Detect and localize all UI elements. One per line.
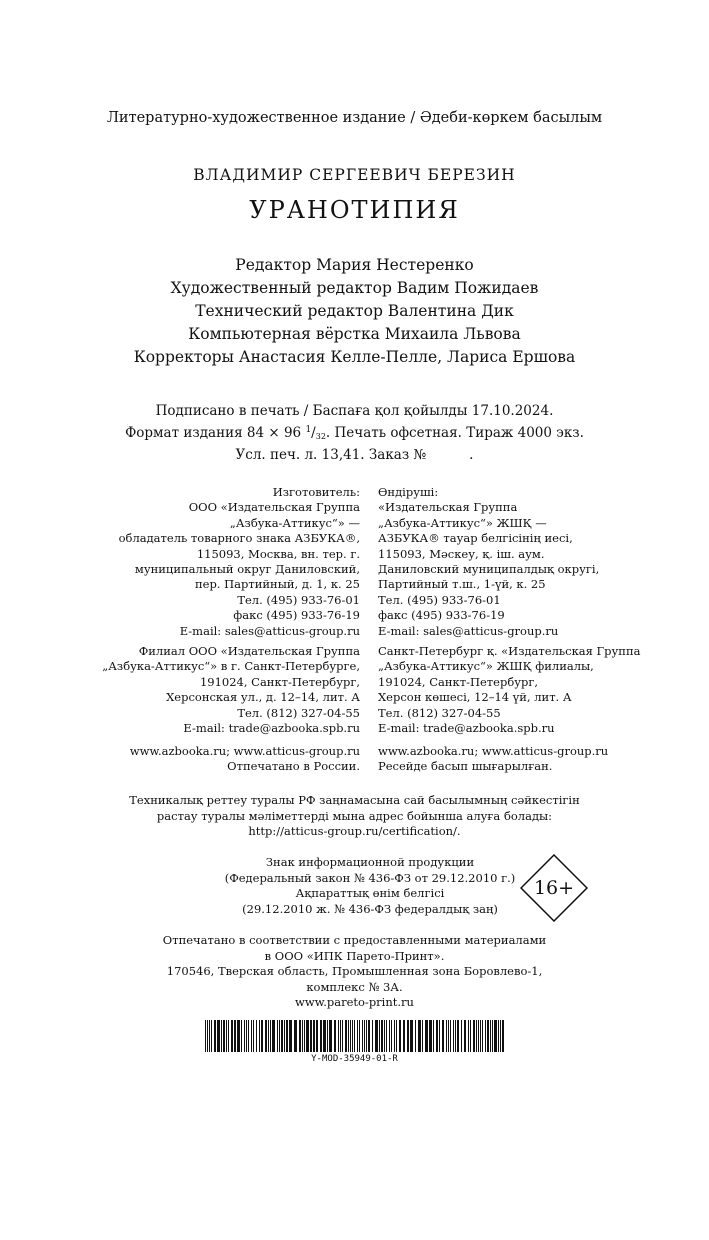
barcode-bar xyxy=(384,1020,385,1052)
manufacturer-line: Даниловский муниципалдық округі, xyxy=(378,562,600,577)
branch-line: Тел. (812) 327-04-55 xyxy=(237,705,360,720)
manufacturer-line: муниципальный округ Даниловский, xyxy=(134,562,360,577)
barcode-bar xyxy=(310,1020,312,1052)
printer-line: www.pareto-print.ru xyxy=(295,995,414,1009)
barcode-bar xyxy=(268,1020,269,1052)
barcode-bar xyxy=(261,1020,263,1052)
barcode-bar xyxy=(464,1020,466,1052)
branch-ru xyxy=(60,644,360,736)
barcode-bar xyxy=(446,1020,447,1052)
barcode-bar xyxy=(418,1020,421,1052)
barcode-bar xyxy=(241,1020,242,1052)
credits-block xyxy=(0,254,709,369)
manufacturer-line: факс (495) 933-76-19 xyxy=(233,608,360,623)
author-name: ВЛАДИМИР СЕРГЕЕВИЧ БЕРЕЗИН xyxy=(193,166,516,184)
barcode-bar xyxy=(450,1020,451,1052)
barcode-bar xyxy=(498,1020,499,1052)
barcode-bar xyxy=(272,1020,275,1052)
manufacturer-line: факс (495) 933-76-19 xyxy=(378,608,505,623)
info-sign-line: (29.12.2010 ж. № 436-ФЗ федералдық заң) xyxy=(242,901,498,916)
credit-line: Компьютерная вёрстка Михаила Львова xyxy=(188,325,521,343)
book-title: УРАНОТИПИЯ xyxy=(249,196,460,224)
tech-line: http://atticus-group.ru/certification/. xyxy=(248,824,461,838)
barcode-bar xyxy=(502,1020,504,1052)
barcode-bar xyxy=(342,1020,343,1052)
barcode-bar xyxy=(500,1020,501,1052)
barcode-bar xyxy=(362,1020,363,1052)
barcode-bar xyxy=(399,1020,401,1052)
barcode-bar xyxy=(453,1020,454,1052)
barcode-bar xyxy=(253,1020,254,1052)
printer-line: 170546, Тверская область, Промышленная зона Боровлево-1, xyxy=(166,964,543,978)
barcode-bar xyxy=(410,1020,413,1052)
branch-line: Херсон көшесі, 12–14 үй, лит. А xyxy=(378,690,572,705)
manufacturer-line: 115093, Москва, вн. тер. г. xyxy=(196,546,360,561)
branch-line: Херсонская ул., д. 12–14, лит. А xyxy=(166,690,360,705)
barcode-bar xyxy=(281,1020,283,1052)
barcode-bar xyxy=(320,1020,322,1052)
barcode-bar xyxy=(407,1020,409,1052)
barcode-bar xyxy=(470,1020,471,1052)
web-line: Отпечатано в России. xyxy=(227,759,360,774)
barcode-bar xyxy=(214,1020,216,1052)
branch-kz xyxy=(378,644,678,736)
barcode-bar xyxy=(381,1020,383,1052)
barcode-bar xyxy=(389,1020,390,1052)
web-line: www.azbooka.ru; www.atticus-group.ru xyxy=(378,744,609,758)
branch-line: 191024, Санкт-Петербург, xyxy=(378,674,539,689)
barcode-bar xyxy=(425,1020,428,1052)
branch-line: Санкт-Петербург қ. «Издательская Группа xyxy=(378,644,641,658)
barcode-bar xyxy=(487,1020,489,1052)
web-ru xyxy=(60,744,360,775)
manufacturer-line: Тел. (495) 933-76-01 xyxy=(237,592,360,607)
barcode-bar xyxy=(375,1020,378,1052)
info-sign-line: Знак информационной продукции xyxy=(265,855,475,869)
barcode-bar xyxy=(248,1020,249,1052)
barcode-bar xyxy=(492,1020,493,1052)
barcode-bar xyxy=(468,1020,469,1052)
barcode-bar xyxy=(415,1020,416,1052)
barcode-bar xyxy=(366,1020,367,1052)
barcode-bar xyxy=(457,1020,459,1052)
barcode-bar xyxy=(223,1020,225,1052)
printer-line: в ООО «ИПК Парето-Принт». xyxy=(264,948,445,963)
barcode-bar xyxy=(439,1020,440,1052)
manufacturer-line: Изготовитель: xyxy=(272,485,360,499)
barcode-bar xyxy=(294,1020,297,1052)
barcode-bar xyxy=(306,1020,309,1052)
manufacturer-line: „Азбука-Аттикус“» — xyxy=(229,515,360,530)
manufacturer-line: Өндіруші: xyxy=(378,485,439,499)
barcode-bar xyxy=(476,1020,477,1052)
barcode-bar xyxy=(207,1020,208,1052)
barcode-bar xyxy=(209,1020,210,1052)
barcode-bar xyxy=(480,1020,481,1052)
barcode-bar xyxy=(345,1020,347,1052)
barcode-bar xyxy=(396,1020,397,1052)
manufacturer-line: «Издательская Группа xyxy=(378,500,518,515)
barcode-bar xyxy=(354,1020,355,1052)
barcode-bar xyxy=(304,1020,305,1052)
barcode xyxy=(205,1020,505,1052)
barcode-bar xyxy=(364,1020,365,1052)
barcode-bar xyxy=(270,1020,271,1052)
barcode-bar xyxy=(485,1020,486,1052)
barcode-bar xyxy=(422,1020,423,1052)
genre-line: Литературно-художественное издание / Әдеби-көркем басылым xyxy=(106,110,603,126)
barcode-bar xyxy=(299,1020,301,1052)
barcode-bar xyxy=(284,1020,285,1052)
barcode-bar xyxy=(205,1020,206,1052)
branch-line: Филиал ООО «Издательская Группа xyxy=(138,644,360,658)
barcode-bar xyxy=(350,1020,351,1052)
barcode-bar xyxy=(237,1020,240,1052)
order-line: Усл. печ. л. 13,41. Заказ № . xyxy=(235,447,474,463)
barcode-bar xyxy=(231,1020,233,1052)
barcode-bar xyxy=(251,1020,252,1052)
barcode-bar xyxy=(357,1020,358,1052)
barcode-bar xyxy=(442,1020,444,1052)
print-info xyxy=(0,402,709,465)
barcode-bar xyxy=(228,1020,229,1052)
printer-info xyxy=(0,933,709,1011)
barcode-bar xyxy=(448,1020,449,1052)
barcode-bar xyxy=(277,1020,278,1052)
barcode-bar xyxy=(256,1020,257,1052)
barcode-bar xyxy=(455,1020,456,1052)
barcode-bar xyxy=(436,1020,438,1052)
barcode-bar xyxy=(494,1020,497,1052)
barcode-bar xyxy=(226,1020,227,1052)
barcode-bar xyxy=(352,1020,353,1052)
info-sign xyxy=(200,855,540,917)
barcode-bar xyxy=(279,1020,280,1052)
barcode-bar xyxy=(359,1020,360,1052)
barcode-bar xyxy=(429,1020,432,1052)
barcode-bar xyxy=(259,1020,260,1052)
branch-line: „Азбука-Аттикус“» в г. Санкт-Петербурге, xyxy=(102,659,360,674)
barcode-bar xyxy=(329,1020,332,1052)
manufacturer-line: 115093, Мәскеу, қ. іш. аум. xyxy=(378,546,545,561)
barcode-bar xyxy=(490,1020,491,1052)
info-sign-line: Ақпараттық өнім белгісі xyxy=(295,886,445,900)
manufacturer-line: ООО «Издательская Группа xyxy=(188,500,360,515)
barcode-bar xyxy=(338,1020,339,1052)
tech-regulation xyxy=(0,793,709,840)
tech-line: растау туралы мәліметтерді мына адрес бойынша алуға болады: xyxy=(156,808,553,823)
barcode-bar xyxy=(433,1020,434,1052)
web-line: www.azbooka.ru; www.atticus-group.ru xyxy=(129,744,360,758)
branch-line: E-mail: trade@azbooka.spb.ru xyxy=(183,721,360,736)
barcode-bar xyxy=(221,1020,222,1052)
manufacturer-kz xyxy=(378,485,678,639)
manufacturer-line: Партийный т.ш., 1-үй, к. 25 xyxy=(378,577,546,592)
manufacturer-ru xyxy=(60,485,360,639)
barcode-bar xyxy=(316,1020,318,1052)
branch-line: Тел. (812) 327-04-55 xyxy=(378,705,501,720)
barcode-label: Y-MOD-35949-01-R xyxy=(311,1054,398,1064)
barcode-bar xyxy=(289,1020,292,1052)
barcode-bar xyxy=(211,1020,212,1052)
manufacturer-line: АЗБУКА® тауар белгісінің иесі, xyxy=(378,531,573,546)
web-kz xyxy=(378,744,678,775)
barcode-bar xyxy=(244,1020,245,1052)
format-line: Формат издания 84 × 96 $^1/_{32}$. Печать офсетная. Тираж 4000 экз. xyxy=(125,425,584,441)
manufacturer-line: обладатель товарного знака АЗБУКА®, xyxy=(118,531,360,546)
barcode-bar xyxy=(234,1020,236,1052)
credit-line: Технический редактор Валентина Дик xyxy=(195,302,514,320)
barcode-bar xyxy=(265,1020,267,1052)
signed-date: Подписано в печать / Баспаға қол қойылды 17.10.2024. xyxy=(155,403,554,419)
barcode-bar xyxy=(286,1020,288,1052)
branch-line: 191024, Санкт-Петербург, xyxy=(199,674,360,689)
branch-line: „Азбука-Аттикус“» ЖШҚ филиалы, xyxy=(378,659,594,674)
web-line: Ресейде басып шығарылған. xyxy=(378,759,553,774)
barcode-bar xyxy=(372,1020,373,1052)
barcode-bar xyxy=(313,1020,315,1052)
manufacturer-line: E-mail: sales@atticus-group.ru xyxy=(179,623,360,638)
barcode-bar xyxy=(391,1020,392,1052)
barcode-bar xyxy=(246,1020,247,1052)
barcode-bar xyxy=(323,1020,326,1052)
credit-line: Корректоры Анастасия Келле-Пелле, Лариса Ершова xyxy=(133,348,576,366)
tech-line: Техникалық реттеу туралы РФ заңнамасына сай басылымның сәйкестігін xyxy=(129,793,580,807)
barcode-bar xyxy=(217,1020,220,1052)
barcode-bar xyxy=(478,1020,479,1052)
barcode-bar xyxy=(302,1020,303,1052)
barcode-bar xyxy=(394,1020,395,1052)
manufacturer-line: пер. Партийный, д. 1, к. 25 xyxy=(194,577,360,592)
barcode-bar xyxy=(386,1020,387,1052)
credit-line: Редактор Мария Нестеренко xyxy=(235,256,474,274)
branch-line: E-mail: trade@azbooka.spb.ru xyxy=(378,721,555,736)
manufacturer-line: Тел. (495) 933-76-01 xyxy=(378,592,501,607)
age-rating: 16+ xyxy=(533,877,575,899)
info-sign-line: (Федеральный закон № 436-ФЗ от 29.12.2010 г.) xyxy=(224,870,516,885)
printer-line: комплекс № 3А. xyxy=(306,979,403,994)
barcode-bar xyxy=(403,1020,405,1052)
barcode-bar xyxy=(340,1020,341,1052)
barcode-bar xyxy=(461,1020,462,1052)
barcode-bar xyxy=(482,1020,483,1052)
manufacturer-line: „Азбука-Аттикус“» ЖШҚ — xyxy=(378,515,547,530)
barcode-bar xyxy=(368,1020,370,1052)
manufacturer-line: E-mail: sales@atticus-group.ru xyxy=(378,623,559,638)
barcode-bar xyxy=(334,1020,336,1052)
printer-line: Отпечатано в соответствии с предоставленными материалами xyxy=(162,933,547,947)
barcode-bar xyxy=(327,1020,328,1052)
barcode-bar xyxy=(473,1020,475,1052)
barcode-bar xyxy=(348,1020,349,1052)
credit-line: Художественный редактор Вадим Пожидаев xyxy=(170,279,539,297)
barcode-bar xyxy=(379,1020,380,1052)
